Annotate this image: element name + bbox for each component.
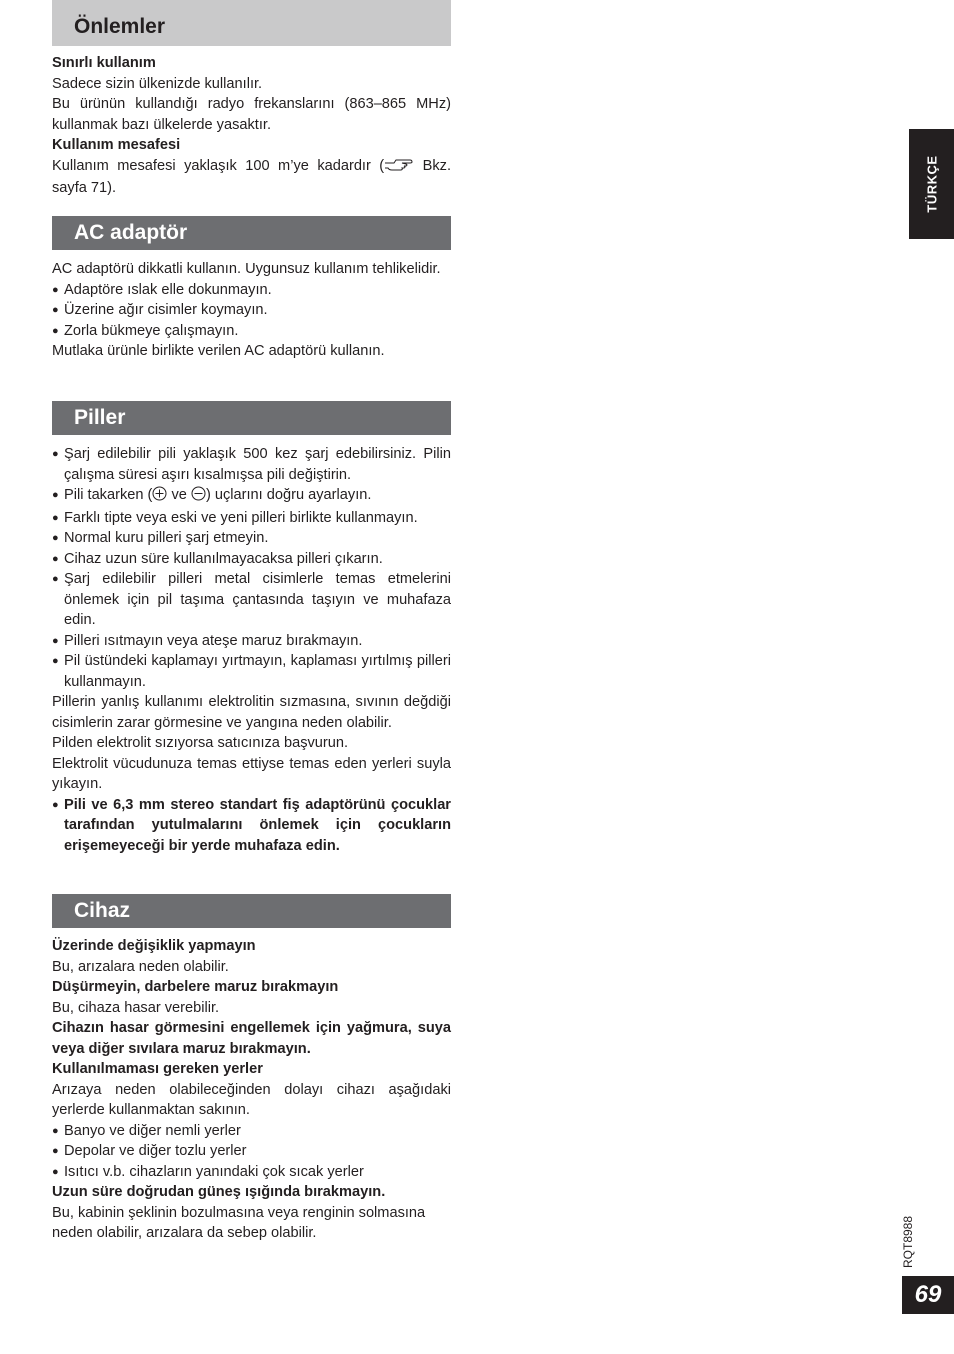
section-title-device: Cihaz: [52, 894, 451, 928]
paragraph: Bu, kabinin şeklinin bozulmasına veya renginin solmasına neden olabilir, arızalara da sebep olabilir.: [52, 1204, 426, 1241]
list-item: ● Zorla bükmeye çalışmayın.: [52, 321, 451, 342]
pointing-hand-icon: [384, 158, 414, 179]
piller-body: [52, 444, 451, 856]
document-code: [896, 1212, 920, 1272]
subheading-range: Kullanım mesafesi: [52, 137, 181, 153]
range-text-a: Kullanım mesafesi yaklaşık 100 m’ye kadardır (: [52, 157, 385, 174]
paragraph: AC adaptörü dikkatli kullanın. Uygunsuz kullanım tehlikelidir.: [52, 261, 441, 277]
list-item: ● Banyo ve diğer nemli yerler: [52, 1121, 451, 1142]
list-item: ● Farklı tipte veya eski ve yeni pilleri birlikte kullanmayın.: [52, 508, 451, 529]
plus-terminal-icon: [152, 486, 167, 508]
list-item: ● Depolar ve diğer tozlu yerler: [52, 1141, 451, 1162]
list-item: ● Üzerine ağır cisimler koymayın.: [52, 300, 451, 321]
language-tab-label: TÜRKÇE: [924, 155, 939, 213]
section-title-onlemler: Önlemler: [52, 0, 451, 46]
subheading: Cihazın hasar görmesini engellemek için yağmura, suya veya diğer sıvılara maruz bırakmayın.: [52, 1020, 451, 1057]
paragraph: Pilden elektrolit sızıyorsa satıcınıza başvurun.: [52, 735, 349, 751]
polarity-text-c: ) uçlarını doğru ayarlayın.: [205, 487, 372, 503]
list-item: ● Şarj edilebilir pili yaklaşık 500 kez şarj edebilirsiniz. Pilin çalışma süresi aşırı kısalmışsa pili değiştirin.: [52, 444, 451, 485]
onlemler-body: [52, 53, 451, 199]
subheading: Uzun süre doğrudan güneş ışığında bırakmayın.: [52, 1184, 386, 1200]
paragraph: Bu, arızalara neden olabilir.: [52, 958, 229, 975]
list-item-polarity: [52, 485, 451, 508]
list-item: ● Cihaz uzun süre kullanılmayacaksa pilleri çıkarın.: [52, 549, 451, 570]
page-number: 69: [902, 1276, 954, 1314]
paragraph: Elektrolit vücudunuza temas ettiyse temas eden yerleri suyla yıkayın.: [52, 755, 451, 792]
polarity-text-b: ve: [167, 487, 191, 503]
list-item: ● Normal kuru pilleri şarj etmeyin.: [52, 528, 451, 549]
paragraph: Mutlaka ürünle birlikte verilen AC adaptörü kullanın.: [52, 343, 385, 359]
list-item: ● Pilleri ısıtmayın veya ateşe maruz bırakmayın.: [52, 631, 451, 652]
section-title-ac-adapter: AC adaptör: [52, 216, 451, 250]
section-title-batteries: Piller: [52, 401, 451, 435]
cihaz-body: [52, 936, 451, 1244]
paragraph: Arızaya neden olabileceğinden dolayı cihazı aşağıdaki yerlerde kullanmaktan sakının.: [52, 1081, 451, 1118]
subheading-limited-use: Sınırlı kullanım: [52, 55, 156, 71]
list-item: ● Pil üstündeki kaplamayı yırtmayın, kaplaması yırtılmış pilleri kullanmayın.: [52, 651, 451, 692]
paragraph: Bu, cihaza hasar verebilir.: [52, 999, 220, 1016]
paragraph: Bu ürünün kullandığı radyo frekanslarını (863–865 MHz) kullanmak bazı ülkelerde yasaktır.: [52, 96, 451, 133]
ac-body: [52, 259, 451, 362]
language-tab: [909, 129, 954, 239]
paragraph: Sadece sizin ülkenizde kullanılır.: [52, 75, 263, 92]
polarity-text-a: Pili takarken (: [64, 487, 153, 503]
list-item: ● Şarj edilebilir pilleri metal cisimlerle temas etmelerini önlemek için pil taşıma çantasında taşıyın ve muhafaza edin.: [52, 569, 451, 631]
subheading: Kullanılmaması gereken yerler: [52, 1061, 263, 1077]
subheading: Üzerinde değişiklik yapmayın: [52, 938, 256, 954]
subheading: Düşürmeyin, darbelere maruz bırakmayın: [52, 979, 339, 995]
paragraph-range: [52, 156, 451, 199]
range-text-b: Bkz. sayfa 71).: [52, 157, 452, 196]
list-item: ● Isıtıcı v.b. cihazların yanındaki çok sıcak yerler: [52, 1162, 451, 1183]
list-item: ● Adaptöre ıslak elle dokunmayın.: [52, 280, 451, 301]
minus-terminal-icon: [191, 486, 206, 508]
list-item-warning: ● Pili ve 6,3 mm stereo standart fiş adaptörünü çocuklar tarafından yutulmalarını önlemek için çocukların erişemeyeceği bir yerde muhafaza edin.: [52, 795, 451, 857]
paragraph: Pillerin yanlış kullanımı elektrolitin sızmasına, sıvının değdiği cisimlerin zarar görmesine ve yangına neden olabilir.: [52, 694, 451, 731]
document-code-label: RQT8988: [901, 1215, 915, 1269]
